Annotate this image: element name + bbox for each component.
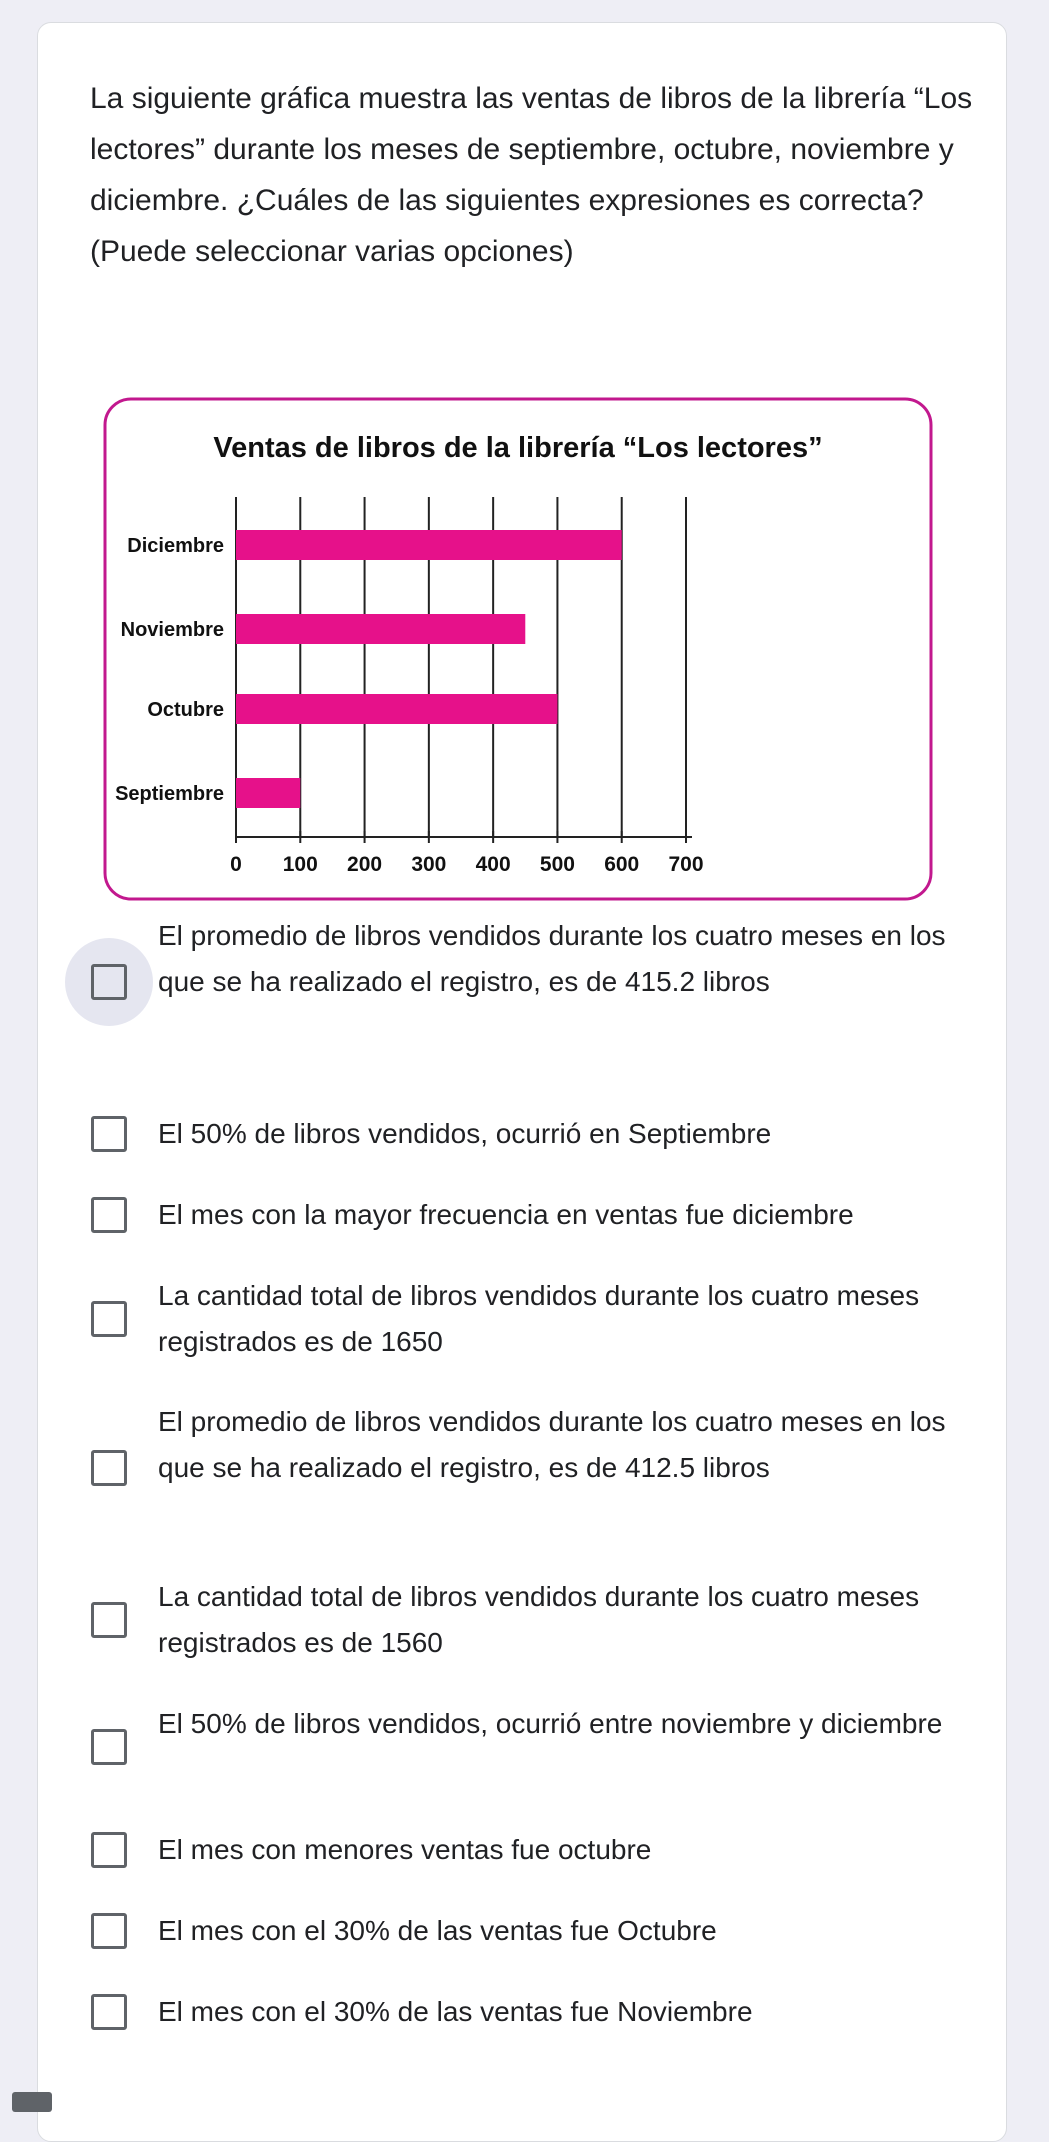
option-item[interactable] xyxy=(38,1908,1006,1954)
option-item[interactable] xyxy=(38,1399,1006,1537)
option-label: El 50% de libros vendidos, ocurrió entre noviembre y diciembre xyxy=(158,1708,943,1739)
option-label: El promedio de libros vendidos durante los cuatro meses en los que se ha realizado el registro, es de 412.5 libros xyxy=(158,1406,946,1483)
option-item[interactable] xyxy=(38,913,1006,1051)
category-label: Octubre xyxy=(147,699,224,721)
question-card xyxy=(37,22,1007,2142)
bar-diciembre xyxy=(236,530,622,560)
option-checkbox[interactable] xyxy=(91,1994,127,2030)
option-item[interactable] xyxy=(38,1273,1006,1365)
chart-title: Ventas de libros de la librería “Los lectores” xyxy=(213,432,823,464)
option-checkbox[interactable] xyxy=(91,1301,127,1337)
option-item[interactable] xyxy=(38,1192,1006,1238)
option-checkbox[interactable] xyxy=(91,1729,127,1765)
x-tick-label: 700 xyxy=(668,853,704,876)
option-item[interactable] xyxy=(38,1989,1006,2035)
option-label: El mes con el 30% de las ventas fue Noviembre xyxy=(158,1996,753,2027)
option-label: El mes con la mayor frecuencia en ventas fue diciembre xyxy=(158,1199,854,1230)
category-label: Diciembre xyxy=(127,535,224,557)
option-label: La cantidad total de libros vendidos durante los cuatro meses registrados es de 1560 xyxy=(158,1581,920,1658)
x-tick-label: 600 xyxy=(604,853,640,876)
option-checkbox[interactable] xyxy=(91,1450,127,1486)
option-checkbox[interactable] xyxy=(91,1602,127,1638)
chart-frame xyxy=(105,399,931,899)
x-tick-label: 0 xyxy=(230,853,242,876)
bar-septiembre xyxy=(236,778,300,808)
option-label: El 50% de libros vendidos, ocurrió en Septiembre xyxy=(158,1118,772,1149)
option-checkbox[interactable] xyxy=(91,1832,127,1868)
bar-chart xyxy=(103,397,973,913)
option-checkbox[interactable] xyxy=(91,1197,127,1233)
category-label: Septiembre xyxy=(115,783,224,805)
option-label: El mes con menores ventas fue octubre xyxy=(158,1834,652,1865)
bar-octubre xyxy=(236,694,557,724)
option-label: El mes con el 30% de las ventas fue Octubre xyxy=(158,1915,717,1946)
bar-noviembre xyxy=(236,614,525,644)
x-tick-label: 100 xyxy=(282,853,318,876)
x-tick-label: 400 xyxy=(475,853,511,876)
option-checkbox[interactable] xyxy=(91,1116,127,1152)
option-item[interactable] xyxy=(38,1827,1006,1873)
option-label: La cantidad total de libros vendidos durante los cuatro meses registrados es de 1650 xyxy=(158,1280,920,1357)
option-item[interactable] xyxy=(38,1701,1006,1793)
chart-image xyxy=(103,397,973,913)
option-item[interactable] xyxy=(38,1111,1006,1157)
option-checkbox[interactable] xyxy=(91,1913,127,1949)
x-tick-label: 500 xyxy=(539,853,575,876)
x-tick-label: 300 xyxy=(411,853,447,876)
option-checkbox[interactable] xyxy=(91,964,127,1000)
option-item[interactable] xyxy=(38,1574,1006,1666)
x-tick-label: 200 xyxy=(347,853,383,876)
category-label: Noviembre xyxy=(120,619,224,641)
question-text: La siguiente gráfica muestra las ventas de libros de la librería “Los lectores” durante los meses de septiembre, octubre, noviembre y diciembre. ¿Cuáles de las siguientes expresiones es correcta? (Puede seleccionar varias opciones) xyxy=(90,82,973,268)
option-label: El promedio de libros vendidos durante los cuatro meses en los que se ha realizado el registro, es de 415.2 libros xyxy=(158,920,946,997)
scroll-indicator xyxy=(12,2092,52,2112)
